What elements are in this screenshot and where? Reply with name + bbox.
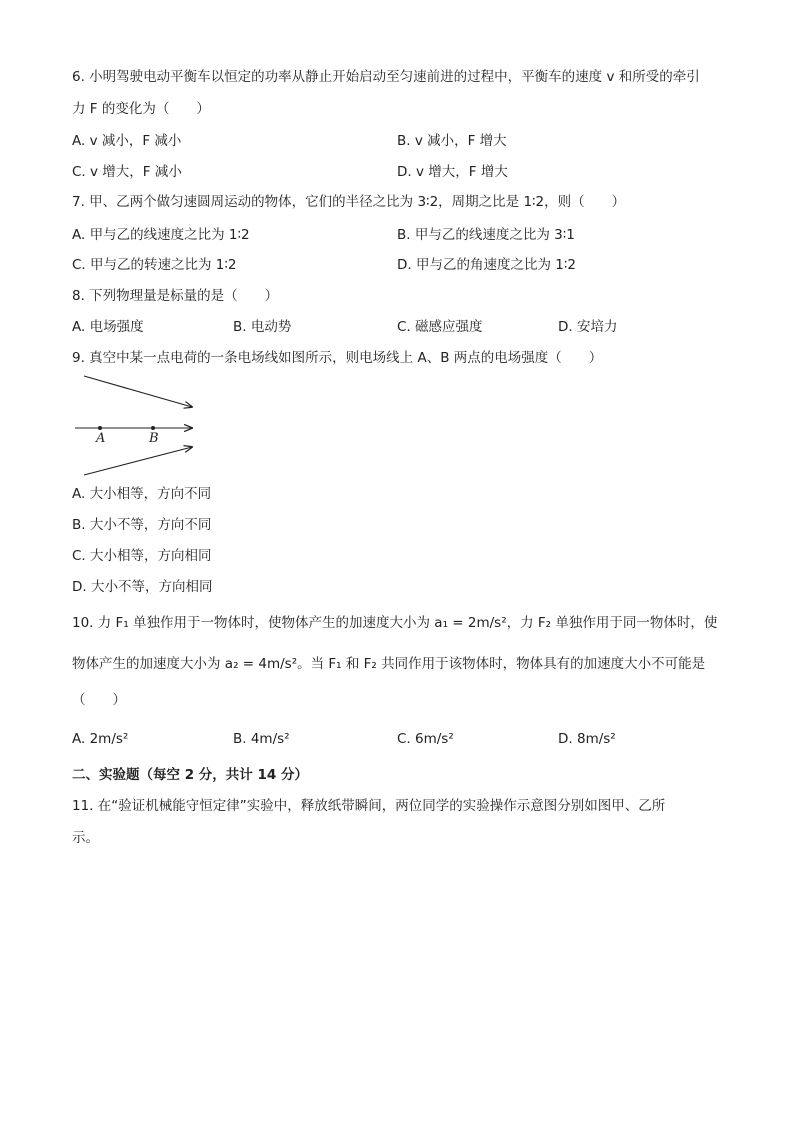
q6-stem-line1: 6. 小明驾驶电动平衡车以恒定的功率从静止开始启动至匀速前进的过程中，平衡车的速度 v 和所受的牵引: [72, 69, 700, 85]
q10-option-a: A. 2m/s²: [72, 731, 129, 747]
point-b-dot: [151, 426, 155, 430]
q8-option-c: C. 磁感应强度: [397, 319, 483, 335]
field-line-upper: [84, 376, 192, 407]
q7-option-c: C. 甲与乙的转速之比为 1∶2: [72, 257, 237, 273]
q9-option-d: D. 大小不等，方向相同: [72, 579, 213, 595]
q8-option-a: A. 电场强度: [72, 319, 144, 335]
q6-option-b: B. v 减小，F 增大: [397, 133, 507, 149]
q10-stem-line3: （ ）: [72, 692, 126, 708]
field-line-lower: [84, 447, 192, 475]
q9-option-b: B. 大小不等，方向不同: [72, 517, 212, 533]
q7-stem: 7. 甲、乙两个做匀速圆周运动的物体，它们的半径之比为 3∶2，周期之比是 1∶2，则（ ）: [72, 194, 626, 210]
q8-stem: 8. 下列物理量是标量的是（ ）: [72, 288, 279, 304]
q11-stem-line2: 示。: [72, 830, 99, 846]
point-a-dot: [98, 426, 102, 430]
q6-option-d: D. v 增大，F 增大: [397, 164, 508, 180]
q11-stem-line1: 11. 在“验证机械能守恒定律”实验中，释放纸带瞬间，两位同学的实验操作示意图分别如图甲、乙所: [72, 798, 666, 814]
q6-option-a: A. v 减小，F 减小: [72, 133, 182, 149]
q8-option-b: B. 电动势: [233, 319, 292, 335]
q10-option-c: C. 6m/s²: [397, 731, 454, 747]
q7-option-a: A. 甲与乙的线速度之比为 1∶2: [72, 227, 250, 243]
electric-field-lines-figure: [72, 370, 202, 480]
q9-option-c: C. 大小相等，方向相同: [72, 548, 212, 564]
q10-option-b: B. 4m/s²: [233, 731, 290, 747]
q10-stem-line1: 10. 力 F₁ 单独作用于一物体时，使物体产生的加速度大小为 a₁ = 2m/s²，力 F₂ 单独作用于同一物体时，使: [72, 615, 718, 631]
q6-stem-line2: 力 F 的变化为（ ）: [72, 101, 210, 117]
point-a-label: A: [96, 431, 106, 446]
q10-stem-line2: 物体产生的加速度大小为 a₂ = 4m/s²。当 F₁ 和 F₂ 共同作用于该物体时，物体具有的加速度大小不可能是: [72, 656, 706, 672]
q9-stem: 9. 真空中某一点电荷的一条电场线如图所示，则电场线上 A、B 两点的电场强度（ ）: [72, 350, 603, 366]
point-b-label: B: [149, 431, 159, 446]
q8-option-d: D. 安培力: [558, 319, 618, 335]
q7-option-b: B. 甲与乙的线速度之比为 3∶1: [397, 227, 575, 243]
section-experiment-title: 二、实验题（每空 2 分，共计 14 分）: [72, 767, 308, 783]
q6-option-c: C. v 增大，F 减小: [72, 164, 182, 180]
q7-option-d: D. 甲与乙的角速度之比为 1∶2: [397, 257, 576, 273]
q10-option-d: D. 8m/s²: [558, 731, 616, 747]
q9-option-a: A. 大小相等，方向不同: [72, 486, 212, 502]
